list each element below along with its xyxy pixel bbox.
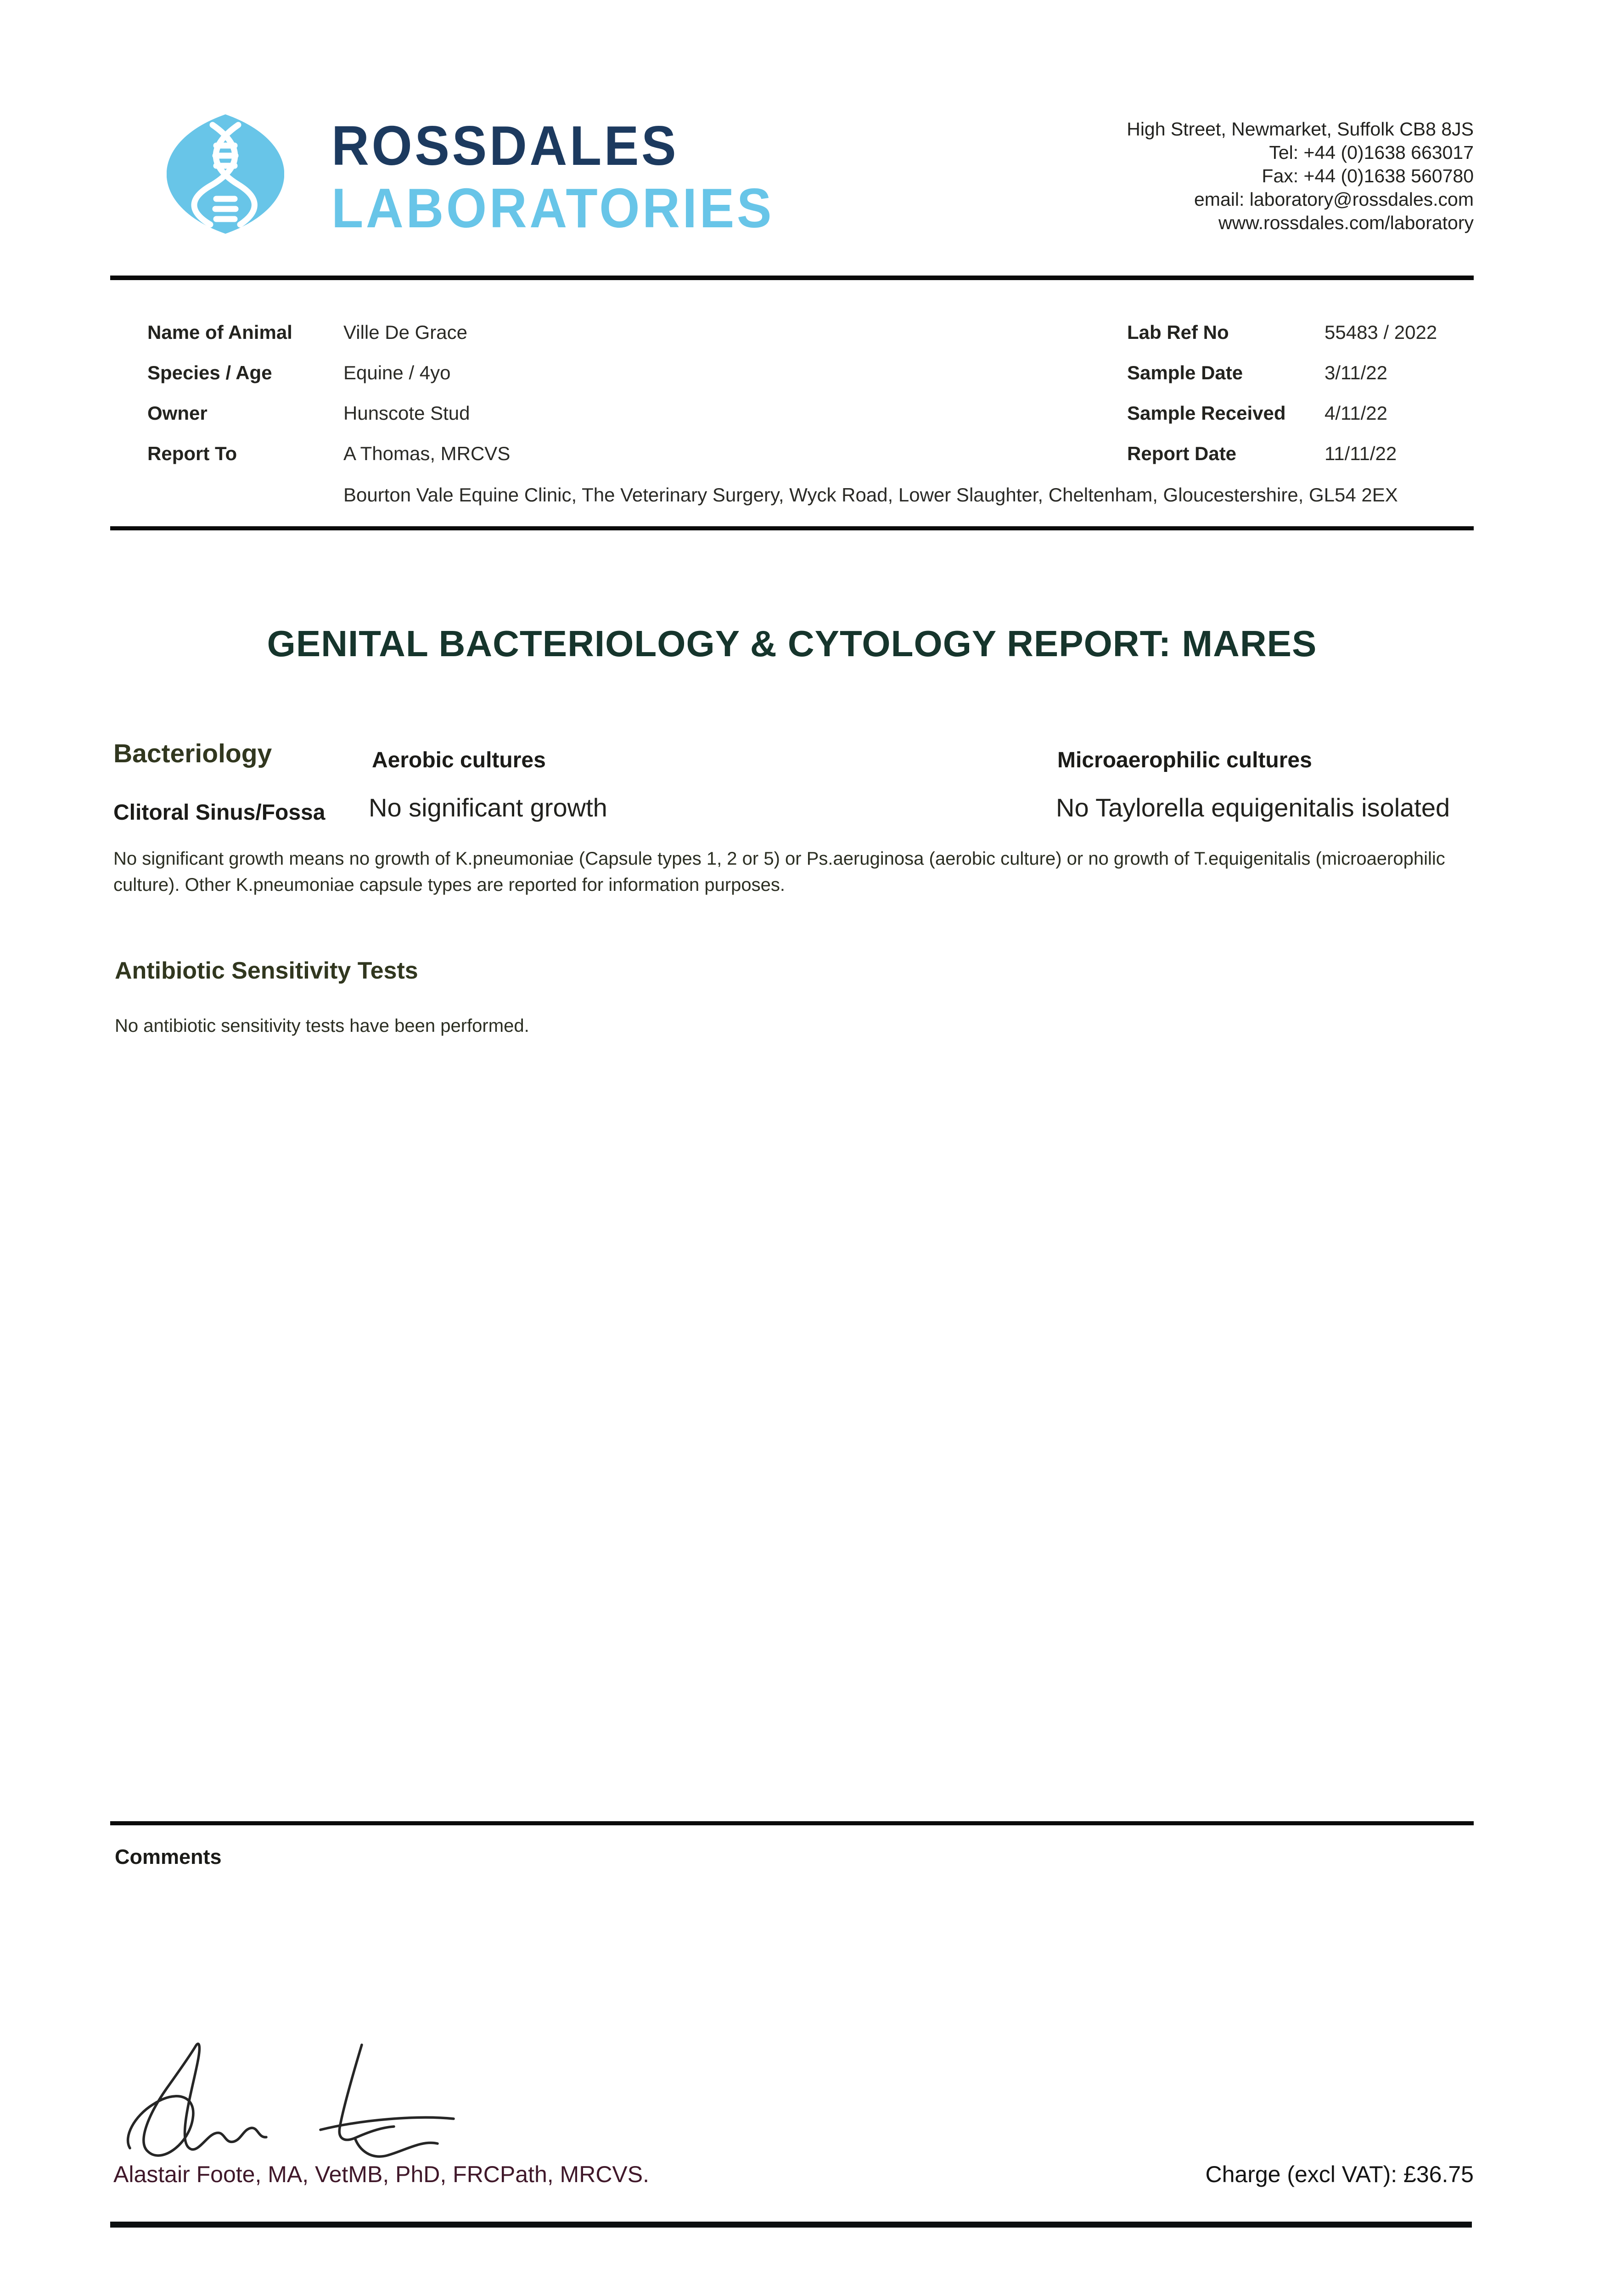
contact-tel: Tel: +44 (0)1638 663017 bbox=[1269, 142, 1474, 163]
detail-value: 4/11/22 bbox=[1325, 402, 1388, 424]
detail-row-sample-received bbox=[1127, 402, 1586, 443]
details-divider bbox=[110, 526, 1474, 530]
dna-helix-logo-icon bbox=[167, 113, 284, 235]
detail-row-species-age bbox=[147, 362, 974, 402]
detail-row-report-to bbox=[147, 443, 974, 483]
detail-value: Ville De Grace bbox=[343, 321, 468, 343]
antibiotic-sensitivity-heading: Antibiotic Sensitivity Tests bbox=[115, 957, 418, 984]
bacteriology-footnote-line2: (microaerophilic culture). Other K.pneumoniae capsule types are reported for information purposes. bbox=[113, 849, 1445, 895]
logo-line-rossdales: ROSSDALES bbox=[331, 114, 679, 177]
header-divider bbox=[110, 276, 1474, 280]
detail-label: Species / Age bbox=[147, 362, 272, 383]
detail-label: Report To bbox=[147, 443, 237, 464]
comments-heading: Comments bbox=[115, 1845, 222, 1868]
report-to-address: Bourton Vale Equine Clinic, The Veterinary Surgery, Wyck Road, Lower Slaughter, Cheltenham, Gloucestershire, GL54 2EX bbox=[343, 484, 1398, 506]
detail-label: Report Date bbox=[1127, 443, 1237, 464]
detail-label: Owner bbox=[147, 402, 208, 424]
logo-line-laboratories: LABORATORIES bbox=[331, 177, 775, 239]
contact-website: www.rossdales.com/laboratory bbox=[1218, 212, 1474, 233]
clitoral-sinus-fossa-row-label: Clitoral Sinus/Fossa bbox=[113, 800, 326, 825]
bacteriology-section-heading: Bacteriology bbox=[113, 739, 272, 768]
detail-value: Equine / 4yo bbox=[343, 362, 451, 383]
detail-label: Sample Date bbox=[1127, 362, 1243, 383]
detail-label: Sample Received bbox=[1127, 402, 1286, 424]
detail-row-lab-ref bbox=[1127, 321, 1586, 362]
detail-value: 11/11/22 bbox=[1325, 443, 1397, 464]
detail-label: Name of Animal bbox=[147, 321, 292, 343]
contact-address: High Street, Newmarket, Suffolk CB8 8JS bbox=[1127, 118, 1474, 140]
antibiotic-sensitivity-text: No antibiotic sensitivity tests have been performed. bbox=[115, 1016, 529, 1036]
bacteriology-footnote-line1: No significant growth means no growth of K.pneumoniae (Capsule types 1, 2 or 5) or Ps.aeruginosa (aerobic culture) or no growth of T.equigenitalis bbox=[113, 849, 1311, 869]
aerobic-cultures-column-header: Aerobic cultures bbox=[372, 748, 546, 772]
detail-row-name bbox=[147, 321, 974, 362]
charge-amount: Charge (excl VAT): £36.75 bbox=[1205, 2161, 1474, 2187]
microaerophilic-cultures-column-header: Microaerophilic cultures bbox=[1057, 748, 1312, 772]
page-title: GENITAL BACTERIOLOGY & CYTOLOGY REPORT: MARES bbox=[267, 623, 1317, 664]
detail-label: Lab Ref No bbox=[1127, 321, 1229, 343]
contact-email: email: laboratory@rossdales.com bbox=[1194, 189, 1474, 210]
detail-value: A Thomas, MRCVS bbox=[343, 443, 511, 464]
detail-value: 55483 / 2022 bbox=[1325, 321, 1437, 343]
animal-details-left bbox=[147, 321, 974, 483]
detail-value: Hunscote Stud bbox=[343, 402, 470, 424]
contact-fax: Fax: +44 (0)1638 560780 bbox=[1262, 165, 1474, 186]
aerobic-result: No significant growth bbox=[369, 793, 607, 822]
detail-row-sample-date bbox=[1127, 362, 1586, 402]
sample-details-right bbox=[1127, 321, 1586, 483]
detail-row-owner bbox=[147, 402, 974, 443]
logo-wordmark bbox=[331, 116, 774, 238]
detail-row-report-date bbox=[1127, 443, 1586, 483]
microaerophilic-result: No Taylorella equigenitalis isolated bbox=[1056, 793, 1450, 822]
lab-contact-block bbox=[1127, 118, 1474, 235]
detail-value: 3/11/22 bbox=[1325, 362, 1388, 383]
bacteriology-footnote bbox=[113, 846, 1475, 898]
footer-bar bbox=[110, 2222, 1472, 2228]
signatory-name: Alastair Foote, MA, VetMB, PhD, FRCPath, MRCVS. bbox=[113, 2161, 650, 2187]
comments-divider bbox=[110, 1821, 1474, 1825]
